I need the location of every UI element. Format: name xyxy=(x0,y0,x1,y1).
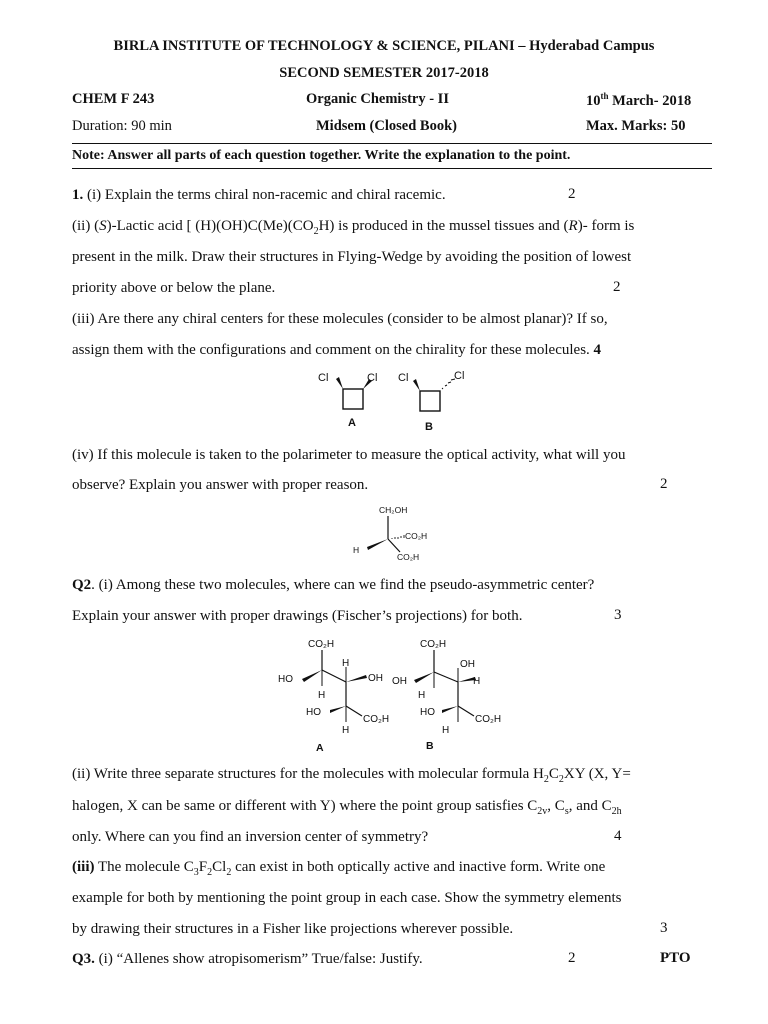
b-co2h-top: CO₂H xyxy=(420,639,447,650)
wedge-a-left xyxy=(336,377,343,389)
date-day: 10 xyxy=(586,92,601,109)
ch2oh-label: CH₂OH xyxy=(379,505,408,515)
q1-i-marks: 2 xyxy=(568,186,576,202)
b-h-right: H xyxy=(473,676,481,687)
a-h-lower: H xyxy=(342,725,350,736)
q2-ii-a: (ii) Write three separate structures for the molecules with molecular formula H xyxy=(72,766,544,782)
b-ho-lower: HO xyxy=(420,707,435,718)
q1-ii-b: )-Lactic acid [ (H)(OH)C(Me)(CO xyxy=(106,218,314,234)
q2-iii-label: (iii) xyxy=(72,859,95,875)
note: Note: Answer all parts of each question together. Write the explanation to the point. xyxy=(72,148,571,163)
q3-i xyxy=(72,950,712,969)
course-name: Organic Chemistry - II xyxy=(306,91,449,107)
q2-i-line1 xyxy=(72,576,712,595)
semester-title: SECOND SEMESTER 2017-2018 xyxy=(279,65,489,81)
course-code: CHEM F 243 xyxy=(72,91,155,107)
q2-ii2-d: s xyxy=(564,806,569,817)
q2-iii-line2: example for both by mentioning the point group in each case. Show the symmetry elements xyxy=(72,890,622,906)
q1-iii-line2 xyxy=(72,341,712,360)
cl-a-right: Cl xyxy=(367,372,378,384)
q2-ii2-f: 2h xyxy=(611,806,622,817)
co2h-lower: CO₂H xyxy=(397,552,420,562)
a-h-right: H xyxy=(342,658,350,669)
q1-ii-marks: 2 xyxy=(613,279,621,295)
q2-ii2-c: , C xyxy=(547,798,565,814)
q2-ii-line1 xyxy=(72,765,712,789)
ring-a xyxy=(343,389,363,409)
co2h-upper: CO₂H xyxy=(405,531,428,541)
cyclobutane-figure xyxy=(310,364,480,436)
a-h-left: H xyxy=(318,690,326,701)
q3-i-text: (i) “Allenes show atropisomerism” True/false: Justify. xyxy=(94,951,423,967)
cl-b-left: Cl xyxy=(398,372,409,384)
a-co2h-lower: CO₂H xyxy=(363,714,390,725)
q1-ii-sub: 2 xyxy=(313,226,319,237)
label-b: B xyxy=(426,740,434,752)
cl-a-left: Cl xyxy=(318,372,329,384)
pseudo-asymmetric-figure xyxy=(270,634,530,756)
q2-ii-marks: 4 xyxy=(614,828,622,844)
q1-ii-a: (ii) ( xyxy=(72,218,100,234)
q1-ii-d: )- form is xyxy=(577,218,635,234)
header-rule-bottom xyxy=(72,168,712,169)
max-marks: Max. Marks: 50 xyxy=(586,118,686,134)
q1-ii-c: H) is produced in the mussel tissues and ( xyxy=(318,218,569,234)
q2-ii-line3: only. Where can you find an inversion center of symmetry? xyxy=(72,829,429,845)
q2-ii-d: 2 xyxy=(558,774,564,785)
duration: Duration: 90 min xyxy=(72,118,172,134)
cl-b-right: Cl xyxy=(454,370,465,382)
q2-ii2-a: halogen, X can be same or different with Y) where the point group satisfies C xyxy=(72,798,538,814)
q1-ii-line2: present in the milk. Draw their structures in Flying-Wedge by avoiding the position of lowest xyxy=(72,249,632,265)
q2-iii-e: Cl xyxy=(212,859,227,875)
q3-i-marks: 2 xyxy=(568,950,576,966)
q1-iv-marks: 2 xyxy=(660,476,668,492)
q2-ii2-b: 2v xyxy=(537,806,548,817)
hash-co2h xyxy=(392,535,404,539)
exam-type: Midsem (Closed Book) xyxy=(316,118,457,134)
q2-iii-f: 2 xyxy=(226,867,232,878)
q2-iii-line3: by drawing their structures in a Fisher like projections wherever possible. xyxy=(72,921,514,937)
wedge-h xyxy=(367,539,388,550)
q1-iv-line1: (iv) If this molecule is taken to the polarimeter to measure the optical activity, what will you xyxy=(72,447,626,463)
label-a: A xyxy=(316,742,324,754)
a-oh-right: OH xyxy=(368,673,383,684)
q2-i-line2: Explain your answer with proper drawings (Fischer’s projections) for both. xyxy=(72,608,523,624)
q2-i-text: . (i) Among these two molecules, where can we find the pseudo-asymmetric center? xyxy=(91,577,595,593)
q2-iii-d: 2 xyxy=(207,867,213,878)
bond-down xyxy=(388,539,400,552)
h-label: H xyxy=(353,545,360,555)
date-suffix: th xyxy=(600,91,609,101)
q2-ii-b: 2 xyxy=(543,774,549,785)
label-b: B xyxy=(425,421,433,433)
q2-iii-g: can exist in both optically active and inactive form. Write one xyxy=(231,859,606,875)
q2-ii-c: C xyxy=(548,766,559,782)
institute-title: BIRLA INSTITUTE OF TECHNOLOGY & SCIENCE, PILANI – Hyderabad Campus xyxy=(113,38,655,54)
a-ho-left: HO xyxy=(278,674,293,685)
q1-i xyxy=(72,186,712,205)
label-a: A xyxy=(348,417,356,429)
q2-iii-c: F xyxy=(198,859,208,875)
date-rest: March- 2018 xyxy=(608,92,692,109)
b-h-lower: H xyxy=(442,725,450,736)
pto-label: PTO xyxy=(660,950,691,966)
ring-b xyxy=(420,391,440,411)
b-co2h-lower: CO₂H xyxy=(475,714,502,725)
q1-number: 1. xyxy=(72,187,84,203)
q2-number: Q2 xyxy=(72,577,92,593)
q2-iii-marks: 3 xyxy=(660,920,668,936)
a-ho-lower: HO xyxy=(306,707,321,718)
wedge-b-left xyxy=(413,379,420,391)
molecule-b xyxy=(398,370,464,433)
q2-iii-b: 3 xyxy=(193,867,199,878)
molecule-a xyxy=(318,372,377,429)
q2-iii-line1 xyxy=(72,858,712,882)
b-oh-left: OH xyxy=(392,676,407,687)
q1-iii-line1: (iii) Are there any chiral centers for these molecules (consider to be almost planar)? If so, xyxy=(72,311,608,327)
q2-ii2-e: , and C xyxy=(568,798,612,814)
molecule-a xyxy=(278,639,389,754)
q1-iii-marks: 4 xyxy=(593,342,602,358)
q1-iii-text: assign them with the configurations and comment on the chirality for these molecules. xyxy=(72,342,590,358)
q1-ii-s: S xyxy=(99,218,107,234)
q1-iv-line2: observe? Explain you answer with proper reason. xyxy=(72,477,369,493)
exam-date xyxy=(586,91,691,110)
q2-i-marks: 3 xyxy=(614,607,622,623)
molecule-b xyxy=(392,639,501,752)
q2-iii-a: The molecule C xyxy=(94,859,194,875)
a-co2h-top: CO₂H xyxy=(308,639,335,650)
b-h-left: H xyxy=(418,690,426,701)
q1-ii-r: R xyxy=(568,218,578,234)
chiral-center-figure xyxy=(345,502,455,568)
q3-number: Q3. xyxy=(72,951,95,967)
q2-ii-line2 xyxy=(72,797,712,821)
q2-ii-e: XY (X, Y= xyxy=(563,766,631,782)
q1-ii-line3: priority above or below the plane. xyxy=(72,280,276,296)
b-oh-right: OH xyxy=(460,659,475,670)
header-rule-top xyxy=(72,143,712,144)
q1-i-text: (i) Explain the terms chiral non-racemic and chiral racemic. xyxy=(83,187,446,203)
q1-ii-line1 xyxy=(72,217,712,241)
